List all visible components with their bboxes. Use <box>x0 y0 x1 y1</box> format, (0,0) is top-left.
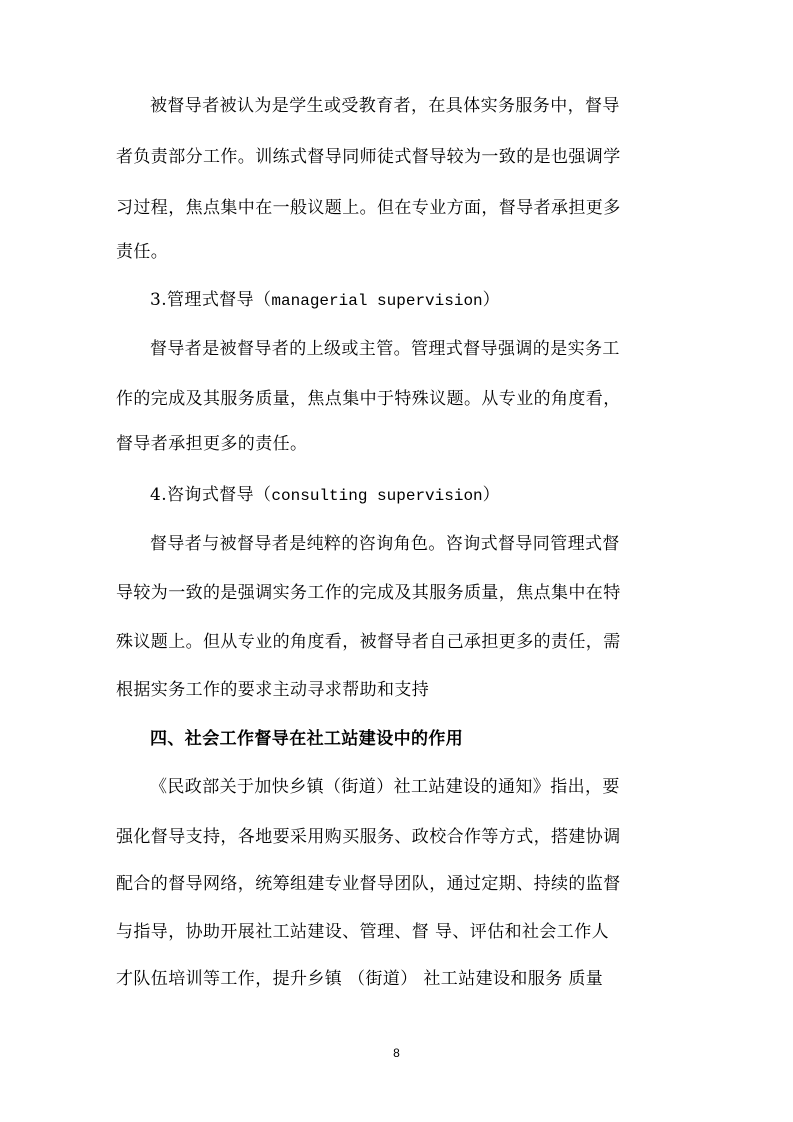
paragraph-line: 督导者是被督导者的上级或主管。管理式督导强调的是实务工 <box>150 339 620 359</box>
paragraph-line: 与指导，协助开展社工站建设、管理、督 导、评估和社会工作人 <box>116 922 610 942</box>
paragraph-line: 配合的督导网络，统筹组建专业督导团队，通过定期、持续的监督 <box>116 874 621 894</box>
paragraph-line: 责任。 <box>116 242 169 262</box>
paragraph-line: 者负责部分工作。训练式督导同师徒式督导较为一致的是也强调学 <box>116 147 621 167</box>
list-item-managerial-supervision <box>150 288 500 313</box>
paragraph-line: 才队伍培训等工作，提升乡镇 （街道） 社工站建设和服务 质量 <box>116 969 604 989</box>
list-item-english-term: managerial supervision <box>271 292 483 310</box>
paragraph-line: 强化督导支持，各地要采用购买服务、政校合作等方式，搭建协调 <box>116 827 621 847</box>
list-item-prefix: 3.管理式督导（ <box>150 290 272 310</box>
list-item-english-term: consulting supervision <box>271 487 483 505</box>
section-heading: 四、社会工作督导在社工站建设中的作用 <box>150 729 464 749</box>
paragraph-line: 《民政部关于加快乡镇（街道）社工站建设的通知》指出，要 <box>150 777 620 797</box>
paragraph-line: 导较为一致的是强调实务工作的完成及其服务质量，焦点集中在特 <box>116 583 621 603</box>
paragraph-line: 作的完成及其服务质量，焦点集中于特殊议题。从专业的角度看， <box>116 389 621 409</box>
paragraph-line: 殊议题上。但从专业的角度看，被督导者自己承担更多的责任，需 <box>116 632 621 652</box>
list-item-consulting-supervision <box>150 483 500 508</box>
paragraph-line: 习过程，焦点集中在一般议题上。但在专业方面，督导者承担更多 <box>116 198 621 218</box>
list-item-suffix: ） <box>482 290 501 310</box>
list-item-prefix: 4.咨询式督导（ <box>150 485 272 505</box>
paragraph-line: 被督导者被认为是学生或受教育者，在具体实务服务中，督导 <box>150 96 620 116</box>
paragraph-line: 督导者承担更多的责任。 <box>116 434 308 454</box>
page-number: 8 <box>393 1046 400 1060</box>
paragraph-line: 根据实务工作的要求主动寻求帮助和支持 <box>116 680 430 700</box>
paragraph-line: 督导者与被督导者是纯粹的咨询角色。咨询式督导同管理式督 <box>150 534 620 554</box>
list-item-suffix: ） <box>482 485 501 505</box>
